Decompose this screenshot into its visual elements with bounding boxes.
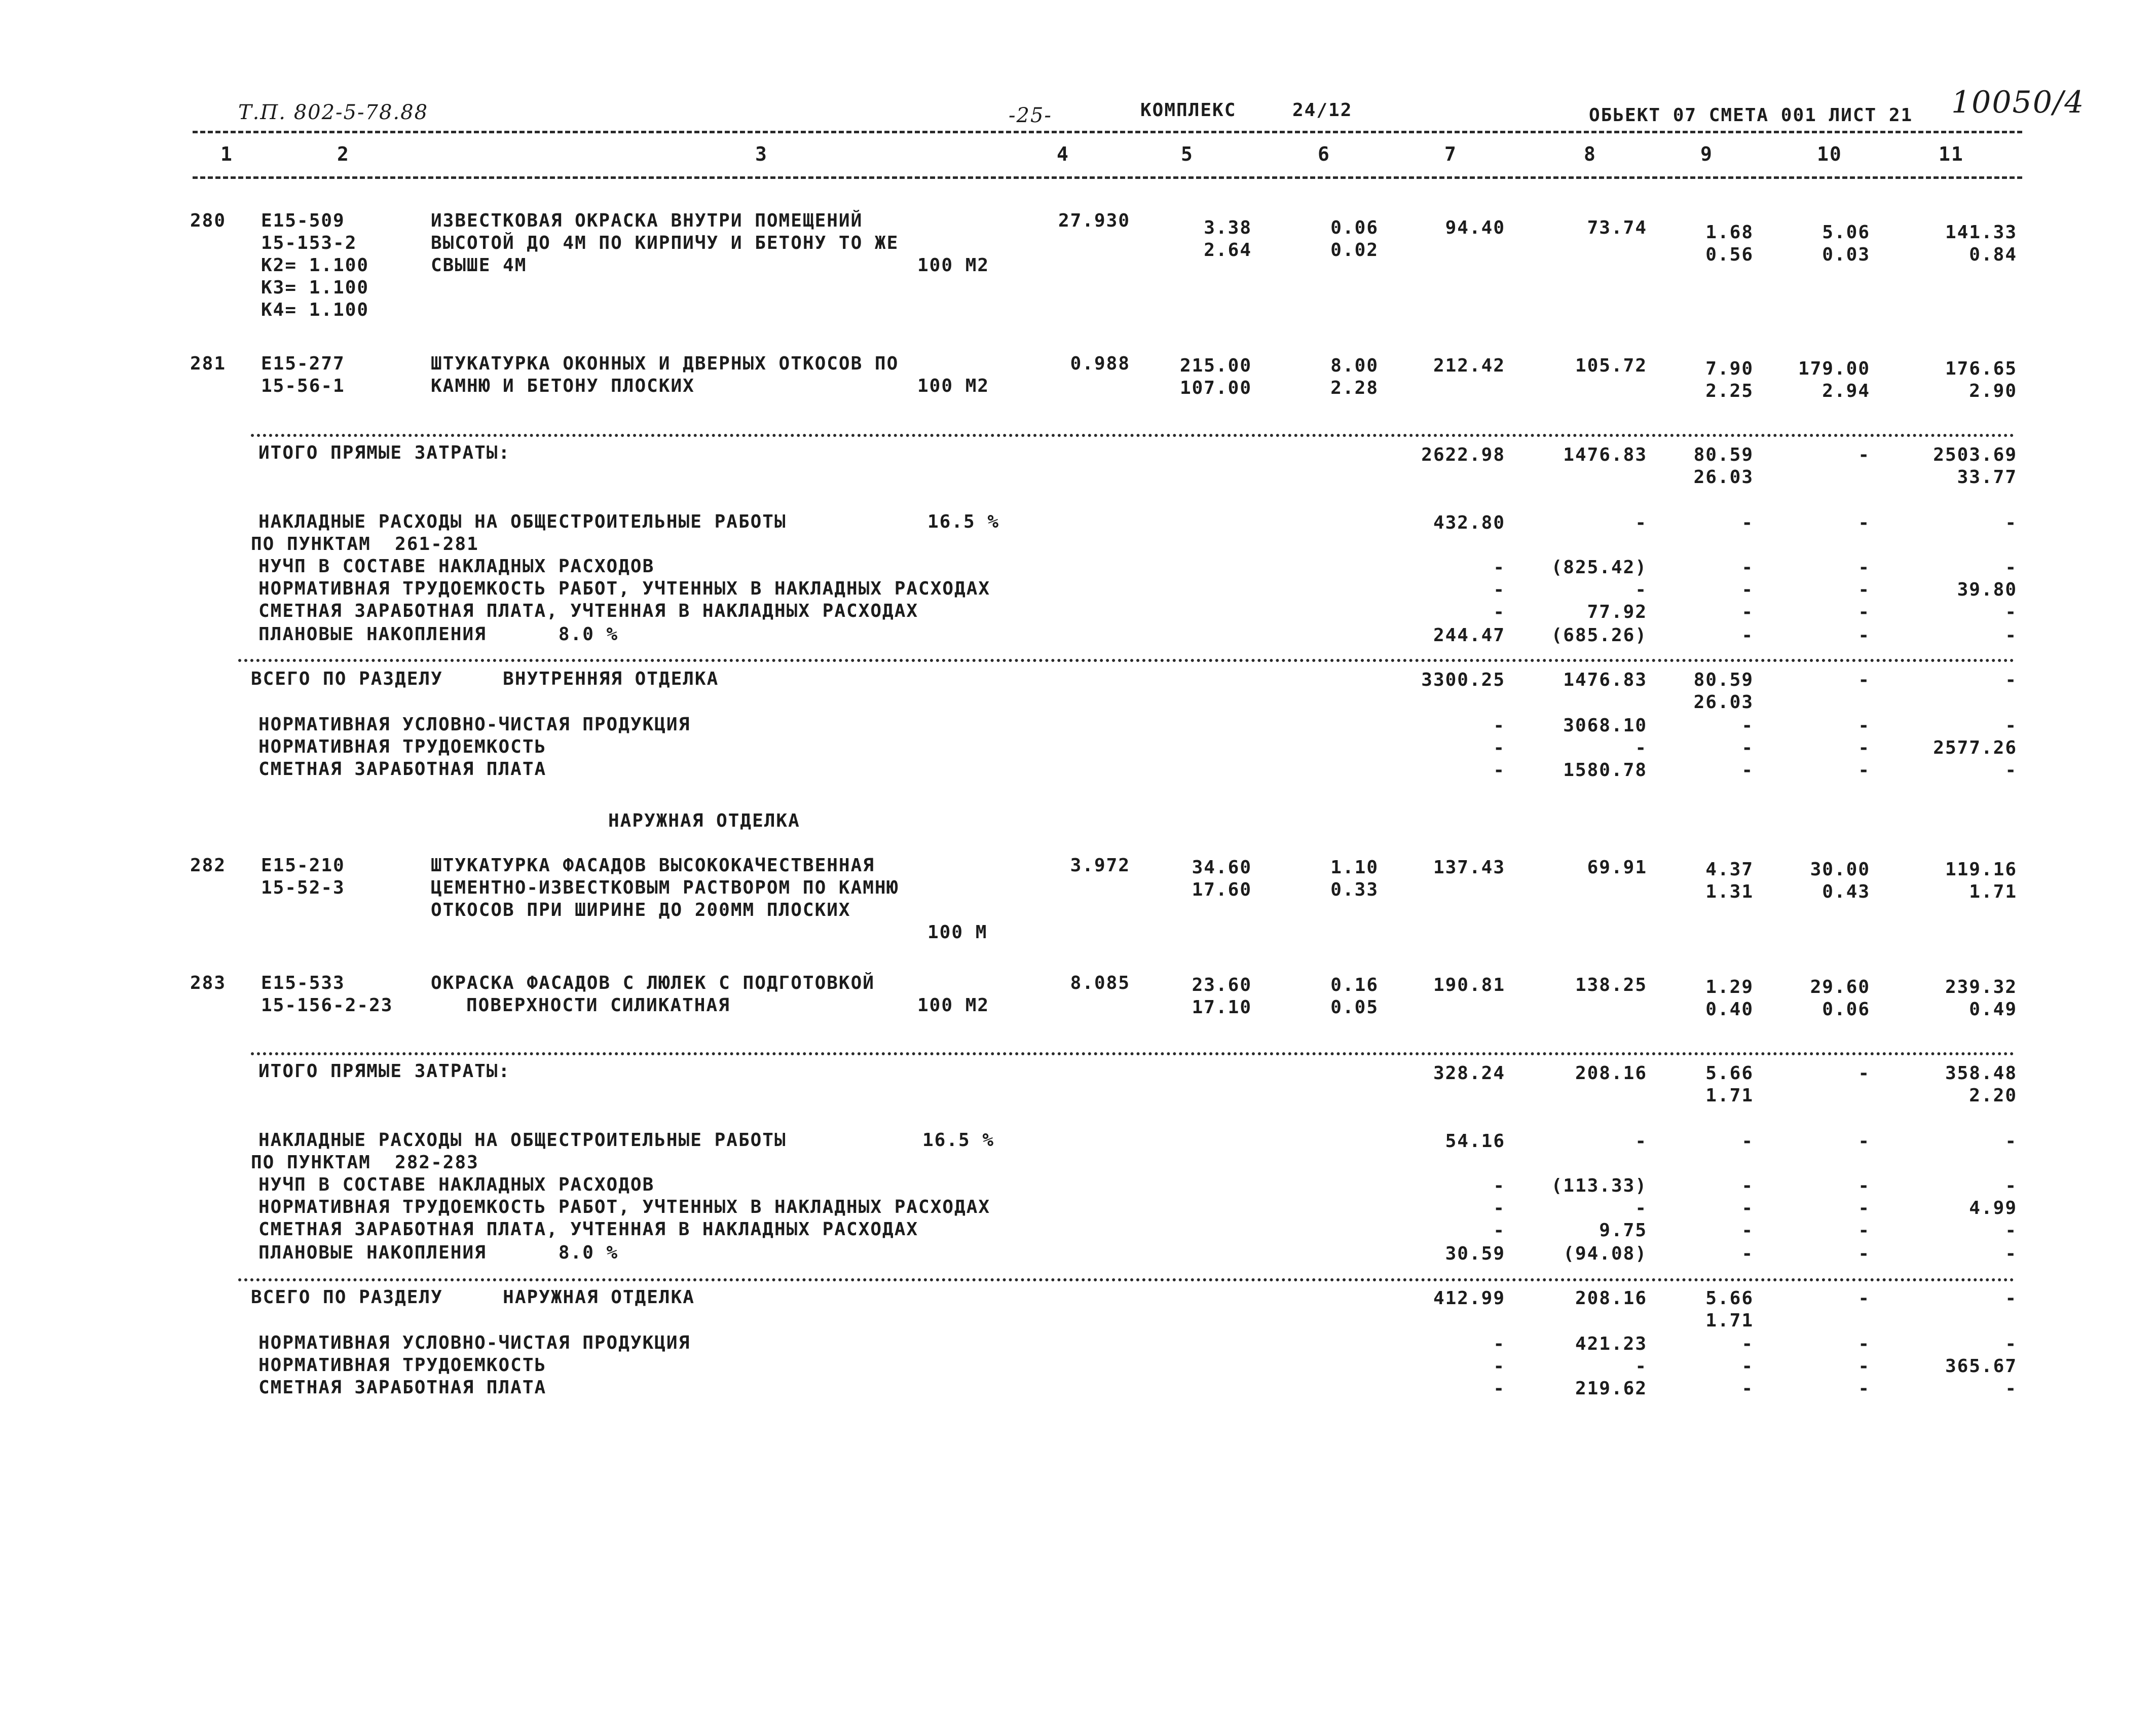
col7-value: 137.43: [1433, 857, 1505, 878]
col11-value: 2503.69: [1933, 445, 2017, 465]
subrow-label: НУЧП В СОСТАВЕ НАКЛАДНЫХ РАСХОДОВ: [258, 556, 655, 577]
col9-value: -: [1741, 1356, 1754, 1377]
item-code: Е15-210: [261, 855, 345, 876]
col11-value: -: [2005, 1175, 2017, 1196]
col11-value: 0.49: [1969, 999, 2017, 1020]
col6-value: 0.05: [1330, 997, 1379, 1018]
col6-value: 8.00: [1330, 355, 1379, 376]
column-header-1: 1: [220, 143, 233, 165]
overhead-percent: 16.5 %: [922, 1130, 995, 1151]
quantity-value: 3.972: [1070, 855, 1130, 876]
column-header-5: 5: [1181, 143, 1194, 165]
column-header-3: 3: [755, 143, 768, 165]
item-description: ОТКОСОВ ПРИ ШИРИНЕ ДО 200ММ ПЛОСКИХ: [431, 900, 851, 920]
col7-value: -: [1493, 760, 1505, 781]
item-description: ПОВЕРХНОСТИ СИЛИКАТНАЯ: [466, 995, 730, 1016]
col5-value: 17.10: [1192, 997, 1252, 1018]
column-header-8: 8: [1584, 143, 1596, 165]
col10-value: -: [1858, 715, 1870, 736]
col11-value: -: [2005, 512, 2017, 533]
col9-value: -: [1741, 512, 1754, 533]
col6-value: 1.10: [1330, 857, 1379, 878]
col11-value: 2577.26: [1933, 737, 2017, 758]
item-coefficient: К3= 1.100: [261, 277, 369, 298]
col11-value: 0.84: [1969, 244, 2017, 265]
col10-value: -: [1858, 1334, 1870, 1354]
col5-value: 3.38: [1204, 217, 1252, 238]
col7-value: -: [1493, 1220, 1505, 1241]
subrow-label: НОРМАТИВНАЯ ТРУДОЕМКОСТЬ РАБОТ, УЧТЕННЫХ В НАКЛАДНЫХ РАСХОДАХ: [258, 1197, 991, 1217]
col9-value: -: [1741, 1334, 1754, 1354]
item-description: ОКРАСКА ФАСАДОВ С ЛЮЛЕК С ПОДГОТОВКОЙ: [431, 973, 875, 993]
col10-value: -: [1858, 670, 1870, 690]
col10-value: -: [1858, 557, 1870, 578]
dotted-separator: [251, 1052, 2015, 1055]
col10-value: -: [1858, 1356, 1870, 1377]
item-unit: 100 М2: [917, 255, 990, 276]
item-description: СВЫШЕ 4М: [431, 255, 527, 276]
dotted-separator: [251, 434, 2015, 437]
col9-value: -: [1741, 1243, 1754, 1264]
col6-value: 0.06: [1330, 217, 1379, 238]
col10-value: -: [1858, 445, 1870, 465]
col10-value: 2.94: [1822, 381, 1870, 401]
col7-value: 190.81: [1433, 975, 1505, 995]
col9-value: -: [1741, 715, 1754, 736]
col8-value: -: [1635, 579, 1647, 600]
col9-value: -: [1741, 1378, 1754, 1399]
item-coefficient: К4= 1.100: [261, 300, 369, 320]
col9-value: -: [1741, 760, 1754, 781]
col11-value: 141.33: [1945, 222, 2017, 243]
col8-value: 1476.83: [1563, 445, 1647, 465]
col8-value: (685.26): [1551, 625, 1647, 646]
quantity-value: 8.085: [1070, 973, 1130, 993]
col9-value: 1.68: [1705, 222, 1754, 243]
normative-label: НОРМАТИВНАЯ УСЛОВНО-ЧИСТАЯ ПРОДУКЦИЯ: [258, 1333, 691, 1353]
col10-value: 30.00: [1810, 859, 1870, 880]
col8-value: 77.92: [1587, 602, 1647, 622]
normative-label: НОРМАТИВНАЯ ТРУДОЕМКОСТЬ: [258, 1355, 547, 1376]
overhead-percent: 16.5 %: [927, 511, 1000, 532]
subrow-label: СМЕТНАЯ ЗАРАБОТНАЯ ПЛАТА, УЧТЕННАЯ В НАКЛАДНЫХ РАСХОДАХ: [258, 1219, 919, 1240]
col8-value: 138.25: [1575, 975, 1647, 995]
col10-value: -: [1858, 602, 1870, 622]
col8-value: -: [1635, 1356, 1647, 1377]
col11-value: -: [2005, 1378, 2017, 1399]
column-header-9: 9: [1700, 143, 1713, 165]
col7-value: 244.47: [1433, 625, 1505, 646]
col5-value: 107.00: [1179, 378, 1252, 398]
col8-value: (94.08): [1563, 1243, 1647, 1264]
col7-value: -: [1493, 1198, 1505, 1218]
col11-value: -: [2005, 1220, 2017, 1241]
col11-value: 39.80: [1957, 579, 2017, 600]
item-code: 15-156-2-23: [261, 995, 393, 1016]
dotted-separator: [238, 1278, 2015, 1281]
col6-value: 0.02: [1330, 240, 1379, 261]
col9-value: -: [1741, 602, 1754, 622]
col5-value: 17.60: [1192, 879, 1252, 900]
col7-value: -: [1493, 1356, 1505, 1377]
col8-value: 69.91: [1587, 857, 1647, 878]
col10-value: 0.03: [1822, 244, 1870, 265]
col9-value: -: [1741, 579, 1754, 600]
col10-value: -: [1858, 579, 1870, 600]
col8-value: -: [1635, 512, 1647, 533]
quantity-value: 0.988: [1070, 353, 1130, 374]
col7-value: 412.99: [1433, 1288, 1505, 1309]
col9-value: 80.59: [1693, 670, 1754, 690]
col9-value: -: [1741, 1175, 1754, 1196]
direct-costs-label: ИТОГО ПРЯМЫЕ ЗАТРАТЫ:: [258, 1061, 511, 1082]
dotted-separator: [238, 659, 2015, 662]
quantity-value: 27.930: [1058, 210, 1130, 231]
col11-value: 176.65: [1945, 358, 2017, 379]
col9-value: -: [1741, 1220, 1754, 1241]
col7-value: -: [1493, 1378, 1505, 1399]
section-heading: НАРУЖНАЯ ОТДЕЛКА: [608, 810, 800, 831]
normative-label: НОРМАТИВНАЯ УСЛОВНО-ЧИСТАЯ ПРОДУКЦИЯ: [258, 714, 691, 735]
col11-value: 119.16: [1945, 859, 2017, 880]
col9-value: 1.71: [1705, 1085, 1754, 1106]
col7-value: 94.40: [1445, 217, 1505, 238]
column-header-4: 4: [1057, 143, 1069, 165]
col10-value: -: [1858, 625, 1870, 646]
col8-value: 219.62: [1575, 1378, 1647, 1399]
item-number: 282: [190, 855, 227, 876]
handwritten-reference: 10050/4: [1951, 85, 2085, 120]
col9-value: 1.29: [1705, 977, 1754, 998]
col7-value: -: [1493, 1334, 1505, 1354]
column-header-7: 7: [1444, 143, 1457, 165]
item-number: 281: [190, 353, 227, 374]
col11-value: -: [2005, 1131, 2017, 1152]
col9-value: 4.37: [1705, 859, 1754, 880]
column-header-2: 2: [337, 143, 350, 165]
col8-value: 208.16: [1575, 1288, 1647, 1309]
subrow-label: ПЛАНОВЫЕ НАКОПЛЕНИЯ 8.0 %: [258, 1242, 619, 1263]
col11-value: 365.67: [1945, 1356, 2017, 1377]
col10-value: -: [1858, 1175, 1870, 1196]
col5-value: 23.60: [1192, 975, 1252, 995]
col10-value: 29.60: [1810, 977, 1870, 998]
col10-value: -: [1858, 760, 1870, 781]
col7-value: -: [1493, 579, 1505, 600]
direct-costs-label: ИТОГО ПРЯМЫЕ ЗАТРАТЫ:: [258, 442, 511, 463]
normative-label: НОРМАТИВНАЯ ТРУДОЕМКОСТЬ: [258, 736, 547, 757]
section-total-label: ВСЕГО ПО РАЗДЕЛУ ВНУТРЕННЯЯ ОТДЕЛКА: [251, 669, 719, 689]
section-total-label: ВСЕГО ПО РАЗДЕЛУ НАРУЖНАЯ ОТДЕЛКА: [251, 1287, 695, 1308]
col7-value: -: [1493, 737, 1505, 758]
column-header-11: 11: [1939, 143, 1964, 165]
col7-value: -: [1493, 557, 1505, 578]
item-coefficient: К2= 1.100: [261, 255, 369, 276]
col7-value: -: [1493, 715, 1505, 736]
col9-value: 1.71: [1705, 1310, 1754, 1331]
col10-value: 5.06: [1822, 222, 1870, 243]
item-code: 15-52-3: [261, 877, 345, 898]
col11-value: -: [2005, 1288, 2017, 1309]
col10-value: 0.43: [1822, 881, 1870, 902]
col10-value: 179.00: [1798, 358, 1870, 379]
item-description: ВЫСОТОЙ ДО 4М ПО КИРПИЧУ И БЕТОНУ ТО ЖЕ: [431, 233, 899, 253]
col8-value: 3068.10: [1563, 715, 1647, 736]
col9-value: 26.03: [1693, 467, 1754, 488]
item-code: Е15-509: [261, 210, 345, 231]
col9-value: 2.25: [1705, 381, 1754, 401]
item-code: 15-56-1: [261, 376, 345, 396]
col8-value: -: [1635, 1198, 1647, 1218]
col8-value: -: [1635, 1131, 1647, 1152]
col5-value: 215.00: [1179, 355, 1252, 376]
complex-label: КОМПЛЕКС: [1140, 100, 1237, 121]
object-sheet-info: ОБЬЕКТ 07 СМЕТА 001 ЛИСТ 21: [1589, 105, 1913, 126]
col8-value: -: [1635, 737, 1647, 758]
col8-value: 1580.78: [1563, 760, 1647, 781]
col9-value: 5.66: [1705, 1288, 1754, 1309]
col9-value: 80.59: [1693, 445, 1754, 465]
col9-value: 5.66: [1705, 1063, 1754, 1084]
col8-value: 105.72: [1575, 355, 1647, 376]
col9-value: 7.90: [1705, 358, 1754, 379]
col11-value: -: [2005, 1243, 2017, 1264]
col7-value: 3300.25: [1421, 670, 1505, 690]
col6-value: 0.33: [1330, 879, 1379, 900]
item-description: ШТУКАТУРКА ОКОННЫХ И ДВЕРНЫХ ОТКОСОВ ПО: [431, 353, 899, 374]
col6-value: 2.28: [1330, 378, 1379, 398]
item-description: КАМНЮ И БЕТОНУ ПЛОСКИХ: [431, 376, 695, 396]
col7-value: 432.80: [1433, 512, 1505, 533]
col11-value: -: [2005, 1334, 2017, 1354]
col10-value: -: [1858, 1198, 1870, 1218]
subrow-label: НОРМАТИВНАЯ ТРУДОЕМКОСТЬ РАБОТ, УЧТЕННЫХ В НАКЛАДНЫХ РАСХОДАХ: [258, 578, 991, 599]
document-reference: Т.П. 802-5-78.88: [238, 101, 429, 124]
col9-value: -: [1741, 737, 1754, 758]
item-code: Е15-277: [261, 353, 345, 374]
col5-value: 2.64: [1204, 240, 1252, 261]
col10-value: -: [1858, 512, 1870, 533]
col10-value: -: [1858, 1288, 1870, 1309]
column-header-6: 6: [1318, 143, 1330, 165]
col11-value: 33.77: [1957, 467, 2017, 488]
item-code: Е15-533: [261, 973, 345, 993]
col11-value: 2.20: [1969, 1085, 2017, 1106]
col10-value: -: [1858, 1220, 1870, 1241]
overhead-items-range: ПО ПУНКТАМ 282-283: [251, 1152, 479, 1173]
normative-label: СМЕТНАЯ ЗАРАБОТНАЯ ПЛАТА: [258, 1377, 547, 1398]
complex-number: 24/12: [1292, 100, 1353, 121]
col7-value: 212.42: [1433, 355, 1505, 376]
subrow-label: НУЧП В СОСТАВЕ НАКЛАДНЫХ РАСХОДОВ: [258, 1174, 655, 1195]
column-header-10: 10: [1817, 143, 1842, 165]
item-code: 15-153-2: [261, 233, 357, 253]
col9-value: -: [1741, 625, 1754, 646]
col7-value: 328.24: [1433, 1063, 1505, 1084]
col6-value: 0.16: [1330, 975, 1379, 995]
col5-value: 34.60: [1192, 857, 1252, 878]
item-description: ЦЕМЕНТНО-ИЗВЕСТКОВЫМ РАСТВОРОМ ПО КАМНЮ: [431, 877, 899, 898]
col7-value: -: [1493, 602, 1505, 622]
col9-value: 0.56: [1705, 244, 1754, 265]
col11-value: -: [2005, 625, 2017, 646]
col9-value: 1.31: [1705, 881, 1754, 902]
col11-value: -: [2005, 602, 2017, 622]
col8-value: (113.33): [1551, 1175, 1647, 1196]
col8-value: (825.42): [1551, 557, 1647, 578]
col8-value: 421.23: [1575, 1334, 1647, 1354]
col11-value: 239.32: [1945, 977, 2017, 998]
col9-value: -: [1741, 1198, 1754, 1218]
col11-value: -: [2005, 760, 2017, 781]
col8-value: 73.74: [1587, 217, 1647, 238]
col11-value: -: [2005, 715, 2017, 736]
col8-value: 1476.83: [1563, 670, 1647, 690]
subrow-label: ПЛАНОВЫЕ НАКОПЛЕНИЯ 8.0 %: [258, 624, 619, 645]
col9-value: -: [1741, 557, 1754, 578]
overhead-label: НАКЛАДНЫЕ РАСХОДЫ НА ОБЩЕСТРОИТЕЛЬНЫЕ РАБОТЫ: [258, 511, 787, 532]
item-description: ШТУКАТУРКА ФАСАДОВ ВЫСОКОКАЧЕСТВЕННАЯ: [431, 855, 875, 876]
col7-value: 2622.98: [1421, 445, 1505, 465]
item-number: 283: [190, 973, 227, 993]
col10-value: -: [1858, 1378, 1870, 1399]
col11-value: 2.90: [1969, 381, 2017, 401]
col10-value: -: [1858, 1063, 1870, 1084]
col11-value: 358.48: [1945, 1063, 2017, 1084]
col7-value: 54.16: [1445, 1131, 1505, 1152]
item-description: ИЗВЕСТКОВАЯ ОКРАСКА ВНУТРИ ПОМЕЩЕНИЙ: [431, 210, 863, 231]
col11-value: 1.71: [1969, 881, 2017, 902]
col8-value: 9.75: [1599, 1220, 1647, 1241]
col10-value: -: [1858, 737, 1870, 758]
col9-value: -: [1741, 1131, 1754, 1152]
col11-value: -: [2005, 670, 2017, 690]
col10-value: -: [1858, 1131, 1870, 1152]
col11-value: -: [2005, 557, 2017, 578]
header-rule-bottom: [193, 176, 2022, 179]
overhead-label: НАКЛАДНЫЕ РАСХОДЫ НА ОБЩЕСТРОИТЕЛЬНЫЕ РАБОТЫ: [258, 1130, 787, 1151]
col9-value: 26.03: [1693, 692, 1754, 713]
item-unit: 100 М: [927, 922, 988, 943]
page-number: -25-: [1009, 104, 1052, 127]
col10-value: 0.06: [1822, 999, 1870, 1020]
normative-label: СМЕТНАЯ ЗАРАБОТНАЯ ПЛАТА: [258, 759, 547, 780]
item-unit: 100 М2: [917, 376, 990, 396]
col7-value: 30.59: [1445, 1243, 1505, 1264]
subrow-label: СМЕТНАЯ ЗАРАБОТНАЯ ПЛАТА, УЧТЕННАЯ В НАКЛАДНЫХ РАСХОДАХ: [258, 601, 919, 621]
header-rule-top: [193, 131, 2022, 133]
col9-value: 0.40: [1705, 999, 1754, 1020]
col8-value: 208.16: [1575, 1063, 1647, 1084]
col10-value: -: [1858, 1243, 1870, 1264]
item-unit: 100 М2: [917, 995, 990, 1016]
col7-value: -: [1493, 1175, 1505, 1196]
item-number: 280: [190, 210, 227, 231]
overhead-items-range: ПО ПУНКТАМ 261-281: [251, 534, 479, 555]
col11-value: 4.99: [1969, 1198, 2017, 1218]
